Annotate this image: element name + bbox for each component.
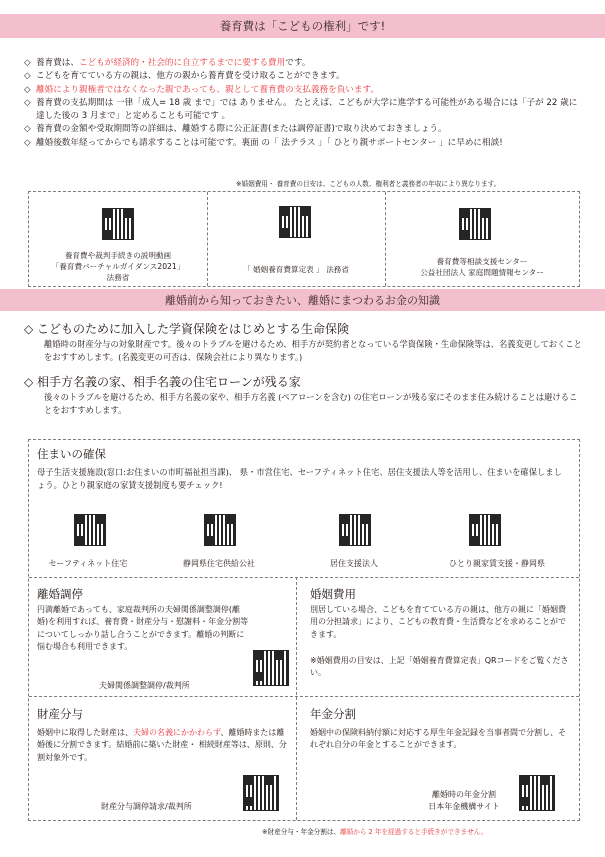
life-insurance-text: 離婚時の財産分与の対象財産です。後々のトラブルを避けるため、相手方が契約者となっている学資保険・生命保険等は、名義変更しておくことをおすすめします。(名義変更の可否は、保険会社により異なります。) <box>44 339 582 362</box>
property-text-part: 婚姻中に取得した財産は、 <box>37 728 133 737</box>
mediation-title: 離婚調停 <box>37 587 83 601</box>
label-line: 法務省 <box>106 273 130 282</box>
qr-code-icon[interactable] <box>279 206 311 238</box>
bullet-text: 養育費は、 <box>36 58 79 68</box>
qr-code-icon[interactable] <box>469 514 501 546</box>
bullet-5 <box>24 123 584 136</box>
divider <box>29 577 579 578</box>
bullet-1 <box>24 57 584 70</box>
qr-label-calc-table[interactable] <box>207 264 385 275</box>
section2-header <box>0 289 605 311</box>
money-knowledge-box <box>28 439 580 821</box>
bullet-text: 離婚後数年経ってからでも請求することは可能です。裏面 の「 法テラス 」「 ひとり親サポートセンター 」に早めに相談! <box>36 137 503 148</box>
bullet-2 <box>24 70 584 83</box>
qr-code-icon[interactable] <box>204 514 236 546</box>
bullet-text: です。 <box>285 58 311 68</box>
pension-link-line1[interactable]: 離婚時の年金分割 <box>432 790 496 799</box>
mediation-text: 円満離婚であっても、家庭裁判所の夫婦関係調整調停(離婚)を利用すれば、養育費・財産分与・慰謝料・年金分割等についてしっかり話し合うことができます。離婚の判断に悩む場合も利用できます。 <box>37 605 249 652</box>
bullet-text: 養育費の金額や受取期間等の詳細は、離婚する際に公正証書(または調停証書)で取り決めておきましょう。 <box>36 124 447 135</box>
section1-header <box>0 14 605 38</box>
label-line: 公益社団法人 家庭問題情報センター <box>420 268 544 277</box>
heading-text: こどものために加入した学資保険をはじめとする生命保険 <box>37 322 350 336</box>
label-line: 養育費や裁判手続きの説明動画 <box>64 251 172 260</box>
qr-code-icon[interactable] <box>459 208 491 240</box>
house-loan-heading: ◇ 相手方名義の家、相手名義の住宅ローンが残る家 <box>24 375 301 389</box>
marriage-cost-title: 婚姻費用 <box>310 587 356 601</box>
marriage-cost-text: 別居している場合、こどもを育てている方の親は、他方の親に「婚姻費用の分担請求」により、こどもの教育費・生活費などを求めることができます。 <box>310 605 566 639</box>
pension-text: 婚姻中の保険料納付額に対応する厚生年金記録を当事者間で分割し、それぞれ自分の年金とすることができます。 <box>310 728 566 750</box>
bullet-6 <box>24 137 584 150</box>
qr-code-icon[interactable] <box>339 514 371 546</box>
qr-code-icon[interactable] <box>243 775 279 811</box>
marriage-cost-note: ※婚姻費用の目安は、上記「婚姻養育費算定表」QRコードをご覧ください。 <box>310 656 569 678</box>
life-insurance-heading: ◇ こどものために加入した学資保険をはじめとする生命保険 <box>24 322 350 336</box>
divider <box>296 577 297 820</box>
bullet-highlight: 離婚により親権者ではなくなった親であっても、親として養育費の支払義務を負います。 <box>36 84 379 95</box>
housing-title: 住まいの確保 <box>37 447 106 461</box>
label-line: 「養育費バーチャルガイダンス2021」 <box>51 262 185 271</box>
section1-title: 養育費は「こどもの権利」です! <box>219 19 386 33</box>
label-line: 「 婚姻養育費算定表 」 法務省 <box>243 265 349 274</box>
label-line: 養育費等相談支援センター <box>436 257 528 266</box>
house-loan-text: 後々のトラブルを避けるため、相手方名義の家や、相手方名義 (ペアローンを含む) の住宅ローンが残る家にそのまま住み続けることは避けることをおすすめします。 <box>44 392 578 415</box>
property-link[interactable]: 財産分与調停請求/裁判所 <box>101 802 192 811</box>
qr-code-icon[interactable] <box>253 650 289 686</box>
footer-text: ※財産分与・年金分割は、 <box>262 828 341 836</box>
bullet-text: 養育費の支払期間は 一律「成人= 18 歳 まで」では ありません。 たとえば、こどもが大学に進学する可能性がある場合には「子が 22 歳に達した後の 3 月まで」と定めることも可能です 。 <box>36 97 578 122</box>
housing-link-rent-support[interactable]: ひとり親家賃支援・静岡県 <box>449 559 545 568</box>
child-support-bullets <box>24 57 584 150</box>
bullet-3 <box>24 84 584 97</box>
section1-note: ※婚姻費用・ 養育費の目安は、こどもの人数、権利者と義務者の年収により異なります。 <box>236 180 501 188</box>
qr-label-support-center[interactable] <box>385 256 579 278</box>
pension-title: 年金分割 <box>310 707 356 721</box>
qr-code-icon[interactable] <box>74 514 106 546</box>
qr-code-icon[interactable] <box>102 208 134 240</box>
section2-title: 離婚前から知っておきたい、離婚にまつわるお金の知識 <box>165 294 440 307</box>
property-title: 財産分与 <box>37 707 83 721</box>
property-text-highlight: 夫婦の名義にかかわらず <box>133 728 221 737</box>
property-text <box>37 727 289 764</box>
housing-link-safety-net[interactable]: セーフティネット住宅 <box>48 559 128 568</box>
pension-link-line2[interactable]: 日本年金機構サイト <box>428 802 500 811</box>
qr-code-icon[interactable] <box>519 775 555 811</box>
divider <box>29 696 579 697</box>
mediation-link[interactable]: 夫婦関係調整調停/裁判所 <box>99 681 190 690</box>
housing-link-public-corp[interactable]: 静岡県住宅供給公社 <box>183 559 255 568</box>
bullet-4 <box>24 97 584 124</box>
housing-text: 母子生活支援施設(窓口:お住まいの市町福祉担当課)、 県・市営住宅、セーフティネット住宅、居住支援法人等を活用し、住まいを確保しましょう。ひとり親家庭の家賃支援制度も要チェック! <box>37 467 562 490</box>
heading-text: 相手方名義の家、相手名義の住宅ローンが残る家 <box>37 375 301 389</box>
qr-links-box <box>28 191 580 287</box>
housing-link-support-corp[interactable]: 居住支援法人 <box>330 559 378 568</box>
qr-label-guidance[interactable] <box>29 250 207 283</box>
bullet-text: こどもを育てている方の親は、他方の親から養育費を受け取ることができます。 <box>36 71 345 82</box>
footer-note <box>262 826 487 836</box>
bullet-highlight: こどもが経済的・社会的に自立するまでに要する費用 <box>78 58 286 68</box>
property-text-part: 、離婚時または離婚後に分割できます。結婚前に築いた財産・ 相続財産等は、原則、分割対象外です。 <box>37 728 287 762</box>
footer-highlight: 離婚から 2 年を経過すると手続きができません。 <box>340 828 488 836</box>
